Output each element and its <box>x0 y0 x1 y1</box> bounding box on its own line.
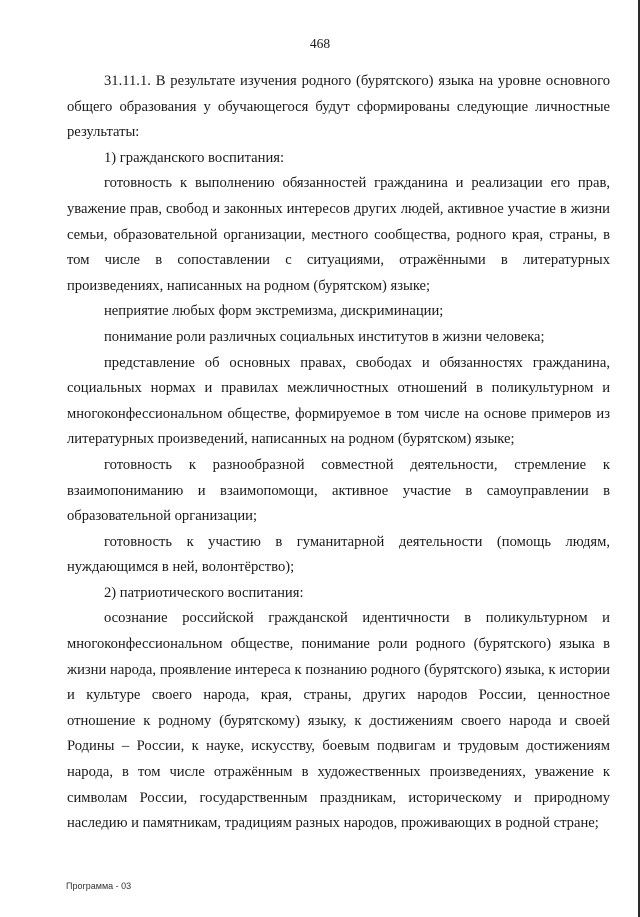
paragraph-patriotic-identity: осознание российской гражданской идентичности в поликультурном и многоконфессиональном обществе, понимание роли родного (бурятского) языка в жизни народа, проявление интереса к познанию родного (бурятского) языка, к истории и культуре своего народа, края, страны, других народов России, ценностное отношение к родному (бурятскому) языку, к достижениям своего народа и своей Родины – России, к науке, искусству, боевым подвигам и трудовым достижениям народа, в том числе отражённым в художественных произведениях, уважение к символам России, государственным праздникам, историческому и природному наследию и памятникам, традициям разных народов, проживающих в родной стране; <box>67 610 610 832</box>
paragraph-joint-activity: готовность к разнообразной совместной деятельности, стремление к взаимопониманию и взаимопомощи, активное участие в самоуправлении в образовательной организации; <box>67 456 610 525</box>
document-body <box>67 69 610 837</box>
paragraph-rights-duties: представление об основных правах, свободах и обязанностях гражданина, социальных нормах и правилах межличностных отношений в поликультурном и многоконфессиональном обществе, формируемое в том числе на основе примеров из литературных произведений, написанных на родном (бурятском) языке; <box>67 354 610 448</box>
page-footer: Программа - 03 <box>66 881 132 891</box>
paragraph-intro: 31.11.1. В результате изучения родного (бурятского) языка на уровне основного общего образования у обучающегося будут сформированы следующие личностные результаты: <box>67 73 610 141</box>
paragraph-anti-extremism: неприятие любых форм экстремизма, дискриминации; <box>104 303 444 320</box>
section-heading-civic: 1) гражданского воспитания: <box>104 149 285 166</box>
paragraph-volunteering: готовность к участию в гуманитарной деятельности (помощь людям, нуждающимся в ней, волонтёрство); <box>67 533 610 576</box>
section-heading-patriotic: 2) патриотического воспитания: <box>104 584 304 601</box>
paragraph-social-institutions: понимание роли различных социальных институтов в жизни человека; <box>104 328 545 345</box>
paragraph-civic-readiness: готовность к выполнению обязанностей гражданина и реализации его прав, уважение прав, свобод и законных интересов других людей, активное участие в жизни семьи, образовательной организации, местного сообщества, родного края, страны, в том числе в сопоставлении с ситуациями, отражёнными в литературных произведениях, написанных на родном (бурятском) языке; <box>67 175 610 294</box>
page-number: 468 <box>309 36 331 51</box>
